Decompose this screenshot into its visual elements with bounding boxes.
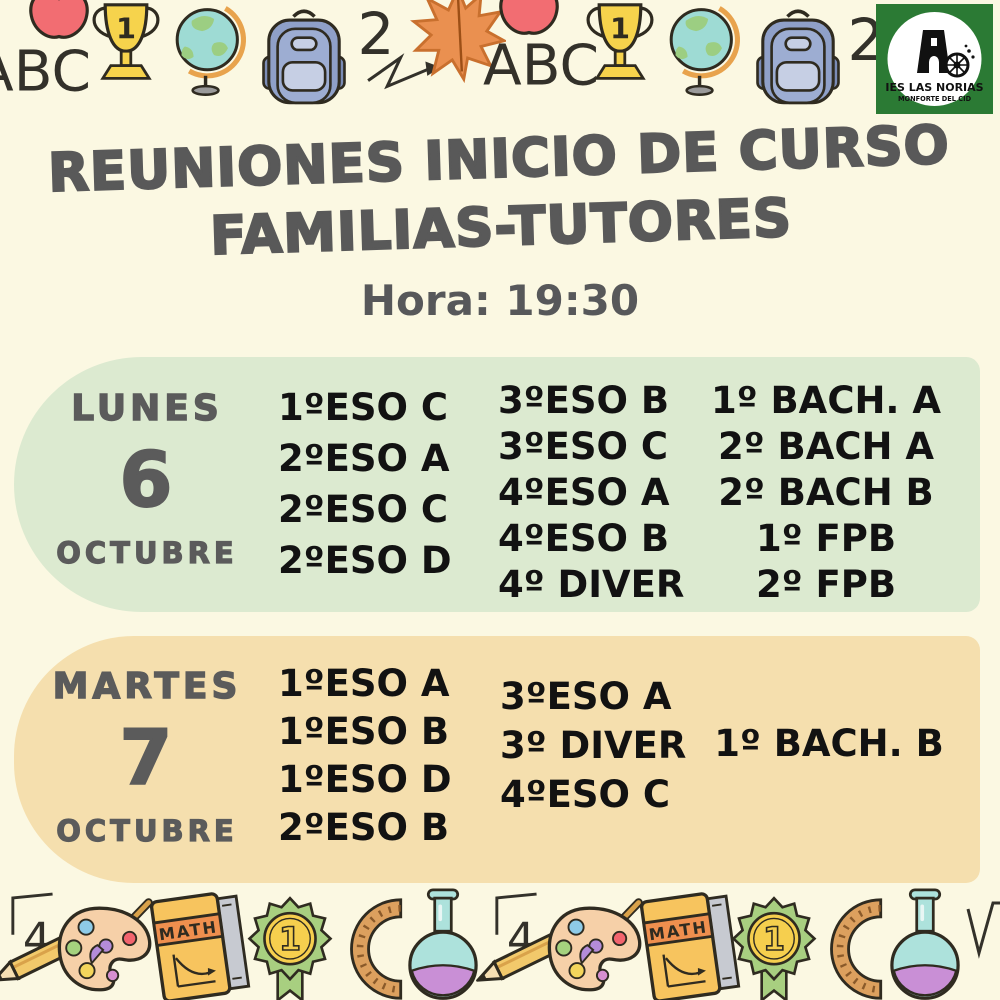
monday-courses-col3: [698, 378, 954, 608]
course-item: 4º DIVER: [498, 563, 685, 606]
trophy-icon: [86, 0, 166, 110]
trophy-icon: [580, 0, 660, 110]
school-logo: [876, 4, 993, 114]
course-item: 4ºESO B: [498, 517, 670, 560]
day-name: MARTES: [52, 666, 242, 707]
tuesday-courses-col2: [500, 672, 686, 819]
course-item: 3ºESO B: [498, 379, 670, 422]
course-item: 3ºESO A: [500, 675, 672, 718]
medal-icon: [730, 896, 818, 1000]
course-item: 1º BACH. A: [710, 379, 942, 422]
title-line-1: REUNIONES INICIO DE CURSO: [47, 114, 951, 205]
globe-icon: [166, 0, 252, 108]
course-item: 2º FPB: [755, 563, 897, 606]
course-item: 2ºESO D: [278, 539, 452, 582]
math-book-icon: [140, 881, 261, 1000]
day-month: OCTUBRE: [56, 814, 238, 848]
day-month: OCTUBRE: [56, 536, 238, 570]
meeting-time: Hora: 19:30: [360, 276, 640, 325]
course-item: 2ºESO C: [278, 488, 449, 531]
title-line-2: FAMILIAS-TUTORES: [209, 187, 793, 267]
monday-day-label: [36, 388, 258, 570]
course-item: 1ºESO A: [278, 662, 450, 705]
course-item: 4ºESO C: [500, 773, 671, 816]
flask-icon: [882, 888, 968, 1000]
tuesday-courses-col3: [706, 722, 952, 765]
course-item: 2ºESO A: [278, 437, 450, 480]
course-item: 3ºESO C: [498, 425, 669, 468]
medal-icon: [246, 896, 334, 1000]
apple-icon: [26, 0, 92, 42]
day-number: 7: [119, 713, 175, 802]
course-item: 1º FPB: [755, 517, 897, 560]
course-item: 2º BACH A: [718, 425, 934, 468]
backpack-icon: [260, 6, 348, 108]
course-item: 1ºESO D: [278, 758, 452, 801]
course-item: 2º BACH B: [718, 471, 934, 514]
day-number: 6: [119, 435, 175, 524]
course-item: 1ºESO B: [278, 710, 450, 753]
course-item: 1º BACH. B: [714, 722, 944, 765]
backpack-icon: [754, 6, 842, 108]
monday-courses-col2: [498, 378, 684, 608]
course-item: 2ºESO B: [278, 806, 450, 849]
monday-courses-col1: [278, 382, 452, 586]
course-item: 4ºESO A: [498, 471, 670, 514]
poster-title: [0, 110, 1000, 277]
globe-icon: [660, 0, 746, 108]
course-item: 1ºESO C: [278, 386, 449, 429]
day-name: LUNES: [71, 388, 223, 429]
check-doodle-icon: [964, 896, 1000, 962]
tuesday-day-label: [36, 666, 258, 848]
logo-name: IES LAS NORIAS: [885, 81, 984, 94]
tuesday-courses-col1: [278, 660, 452, 852]
flask-icon: [400, 888, 486, 1000]
course-item: 3º DIVER: [500, 724, 687, 767]
logo-subtitle: MONFORTE DEL CID: [897, 95, 972, 103]
